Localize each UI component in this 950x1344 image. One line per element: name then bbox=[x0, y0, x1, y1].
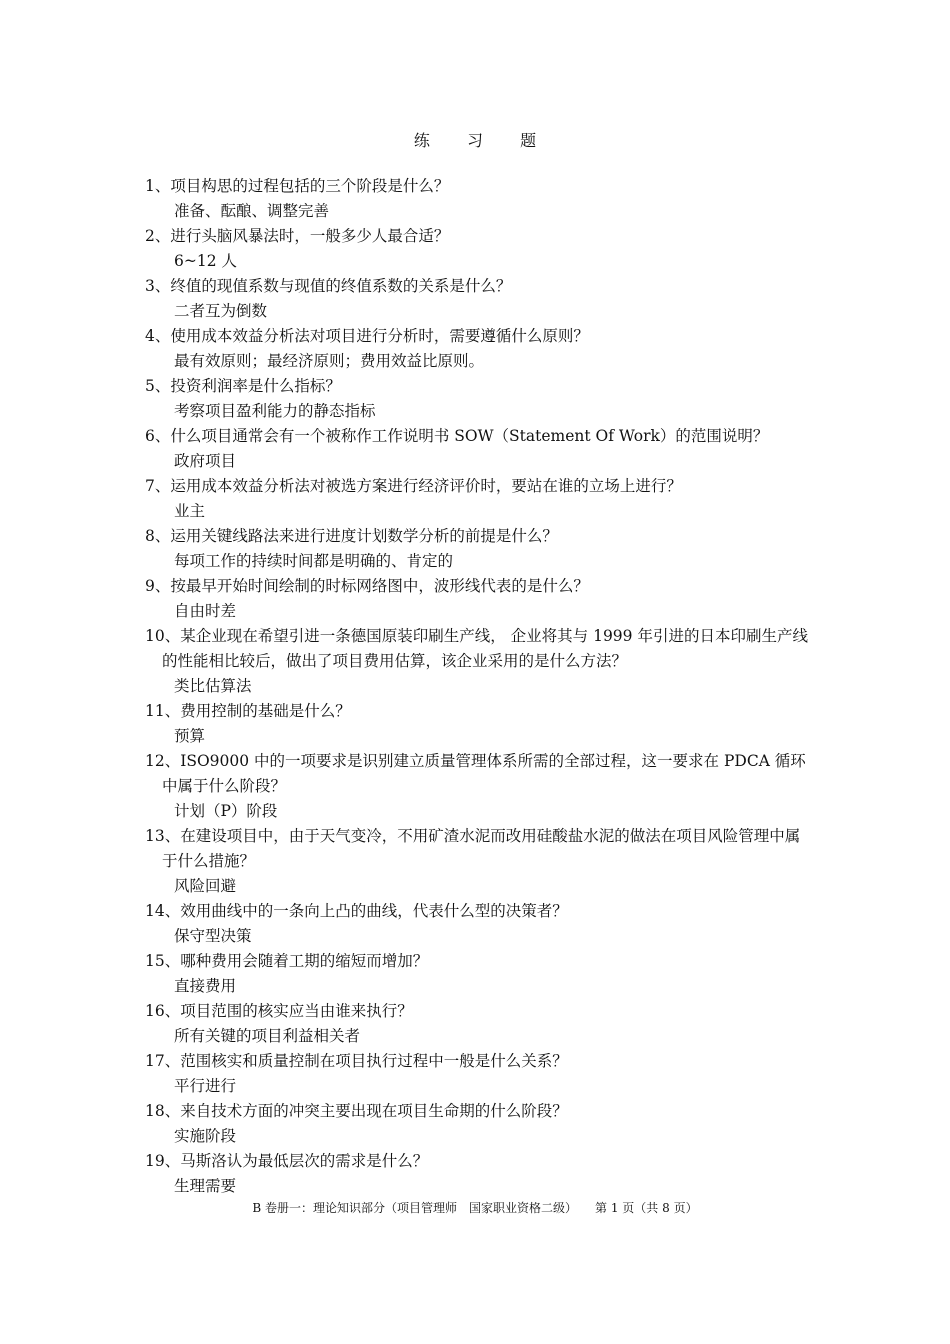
question-text: 11、费用控制的基础是什么？ bbox=[145, 702, 351, 720]
question-item bbox=[145, 524, 815, 574]
question-item bbox=[145, 1049, 815, 1099]
answer-text: 政府项目 bbox=[174, 452, 237, 470]
answer-text: 自由时差 bbox=[174, 602, 237, 620]
question-text: 3、终值的现值系数与现值的终值系数的关系是什么？ bbox=[145, 277, 512, 295]
answer-text: 预算 bbox=[174, 727, 206, 745]
answer-text: 所有关键的项目利益相关者 bbox=[174, 1027, 361, 1045]
answer-text: 准备、酝酿、调整完善 bbox=[174, 202, 330, 220]
question-text: 9、按最早开始时间绘制的时标网络图中，波形线代表的是什么？ bbox=[145, 577, 589, 595]
question-item bbox=[145, 374, 815, 424]
question-text: 14、效用曲线中的一条向上凸的曲线，代表什么型的决策者？ bbox=[145, 902, 568, 920]
question-item bbox=[145, 624, 815, 699]
question-text: 2、进行头脑风暴法时，一般多少人最合适？ bbox=[145, 227, 450, 245]
question-item bbox=[145, 1099, 815, 1149]
answer-text: 业主 bbox=[174, 502, 206, 520]
page-title: 练 习 题 bbox=[413, 131, 553, 150]
answer-text: 类比估算法 bbox=[174, 677, 252, 695]
question-item bbox=[145, 949, 815, 999]
question-item bbox=[145, 324, 815, 374]
question-text: 16、项目范围的核实应当由谁来执行？ bbox=[145, 1002, 413, 1020]
answer-text: 直接费用 bbox=[174, 977, 237, 995]
question-text: 5、投资利润率是什么指标？ bbox=[145, 377, 341, 395]
question-item bbox=[145, 174, 815, 224]
answer-text: 二者互为倒数 bbox=[174, 302, 268, 320]
question-item bbox=[145, 424, 815, 474]
answer-text: 最有效原则；最经济原则；费用效益比原则。 bbox=[174, 352, 485, 370]
answer-text: 6~12 人 bbox=[174, 252, 237, 270]
answer-text: 实施阶段 bbox=[174, 1127, 237, 1145]
question-text: 13、在建设项目中，由于天气变冷，不用矿渣水泥而改用硅酸盐水泥的做法在项目风险管理中属于什么措施？ bbox=[145, 827, 801, 870]
answer-text: 保守型决策 bbox=[174, 927, 252, 945]
question-item bbox=[145, 699, 815, 749]
answer-text: 风险回避 bbox=[174, 877, 237, 895]
question-item bbox=[145, 999, 815, 1049]
question-item bbox=[145, 274, 815, 324]
question-text: 6、什么项目通常会有一个被称作工作说明书 SOW（Statement Of Work）的范围说明？ bbox=[145, 427, 769, 445]
question-item bbox=[145, 574, 815, 624]
answer-text: 平行进行 bbox=[174, 1077, 237, 1095]
question-item bbox=[145, 749, 815, 824]
question-text: 15、哪种费用会随着工期的缩短而增加？ bbox=[145, 952, 429, 970]
question-text: 17、范围核实和质量控制在项目执行过程中一般是什么关系？ bbox=[145, 1052, 568, 1070]
question-item bbox=[145, 899, 815, 949]
question-text: 19、马斯洛认为最低层次的需求是什么？ bbox=[145, 1152, 429, 1170]
page-footer: B 卷册一：理论知识部分（项目管理师 国家职业资格二级） 第 1 页（共 8 页） bbox=[252, 1201, 698, 1215]
question-item bbox=[145, 224, 815, 274]
answer-text: 考察项目盈利能力的静态指标 bbox=[174, 402, 376, 420]
question-item bbox=[145, 474, 815, 524]
answer-text: 每项工作的持续时间都是明确的、肯定的 bbox=[174, 552, 454, 570]
question-item bbox=[145, 824, 815, 899]
question-item bbox=[145, 1149, 815, 1199]
question-text: 1、项目构思的过程包括的三个阶段是什么？ bbox=[145, 177, 450, 195]
question-list bbox=[145, 174, 815, 1199]
answer-text: 计划（P）阶段 bbox=[174, 802, 278, 820]
question-text: 18、来自技术方面的冲突主要出现在项目生命期的什么阶段？ bbox=[145, 1102, 568, 1120]
question-text: 7、运用成本效益分析法对被选方案进行经济评价时，要站在谁的立场上进行？ bbox=[145, 477, 682, 495]
question-text: 12、ISO9000 中的一项要求是识别建立质量管理体系所需的全部过程，这一要求在 PDCA 循环中属于什么阶段？ bbox=[145, 752, 806, 795]
question-text: 8、运用关键线路法来进行进度计划数学分析的前提是什么？ bbox=[145, 527, 558, 545]
question-text: 10、某企业现在希望引进一条德国原装印刷生产线， 企业将其与 1999 年引进的日本印刷生产线的性能相比较后，做出了项目费用估算，该企业采用的是什么方法？ bbox=[145, 627, 808, 670]
question-text: 4、使用成本效益分析法对项目进行分析时，需要遵循什么原则？ bbox=[145, 327, 589, 345]
answer-text: 生理需要 bbox=[174, 1177, 237, 1195]
